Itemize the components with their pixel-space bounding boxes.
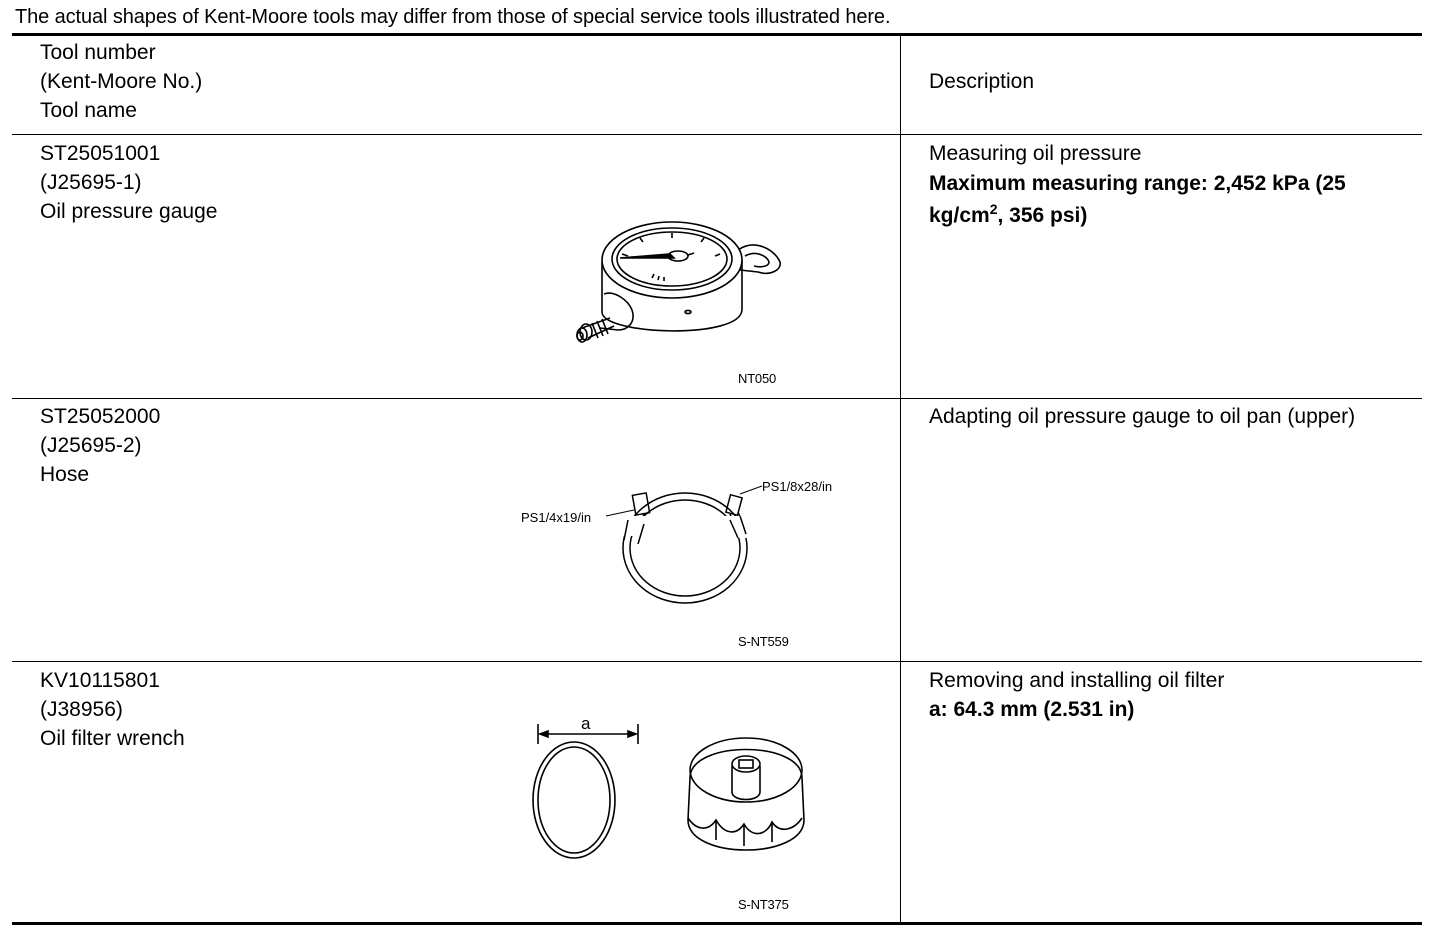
figure-code: S-NT559 <box>738 634 789 649</box>
figure-code: S-NT375 <box>738 897 789 912</box>
tool-number: KV10115801 <box>40 669 160 692</box>
superscript: 2 <box>989 201 998 217</box>
oil-pressure-gauge-figure <box>570 210 790 360</box>
tool-name: Oil pressure gauge <box>40 200 218 223</box>
description-detail: a: 64.3 mm (2.531 in) <box>929 698 1135 721</box>
description-detail: Maximum measuring range: 2,452 kPa (25 $kg/cm^2$, 356 psi) <box>929 172 1346 227</box>
header-tool-cell <box>40 38 202 125</box>
table-bottom-rule <box>12 922 1422 925</box>
table-row-description <box>929 666 1224 724</box>
kent-moore-number: (J25695-1) <box>40 171 142 194</box>
row-divider <box>12 398 1422 399</box>
column-divider <box>900 36 901 922</box>
table-row-tool <box>40 402 160 489</box>
header-bottom-rule <box>12 134 1422 135</box>
kent-moore-number: (J38956) <box>40 698 123 721</box>
callout-right: PS1/8x28/in <box>762 479 833 494</box>
table-row-description <box>929 402 1355 431</box>
tool-name: Oil filter wrench <box>40 727 185 750</box>
description-text: Adapting oil pressure gauge to oil pan (upper) <box>929 405 1356 428</box>
table-row-tool <box>40 666 185 753</box>
dimension-label: a <box>581 714 591 733</box>
figure-code: NT050 <box>738 371 777 386</box>
oil-filter-wrench-figure <box>530 720 820 870</box>
hose-figure <box>600 480 780 610</box>
tool-number: ST25052000 <box>40 405 161 428</box>
header-tool-name: Tool name <box>40 99 137 122</box>
description-text: Removing and installing oil filter <box>929 669 1225 692</box>
table-row-tool <box>40 139 217 226</box>
header-tool-number: Tool number <box>40 41 156 64</box>
description-text: Measuring oil pressure <box>929 142 1142 165</box>
tool-name: Hose <box>40 463 90 486</box>
callout-left: PS1/4x19/in <box>521 510 592 525</box>
header-kent-moore: (Kent-Moore No.) <box>40 70 203 93</box>
row-divider <box>12 661 1422 662</box>
header-description: Description <box>929 70 1035 93</box>
page-note: The actual shapes of Kent-Moore tools may differ from those of special service tools illustrated here. <box>15 6 891 28</box>
tool-number: ST25051001 <box>40 142 161 165</box>
table-row-description <box>929 139 1409 232</box>
kent-moore-number: (J25695-2) <box>40 434 142 457</box>
table-top-rule <box>12 33 1422 36</box>
